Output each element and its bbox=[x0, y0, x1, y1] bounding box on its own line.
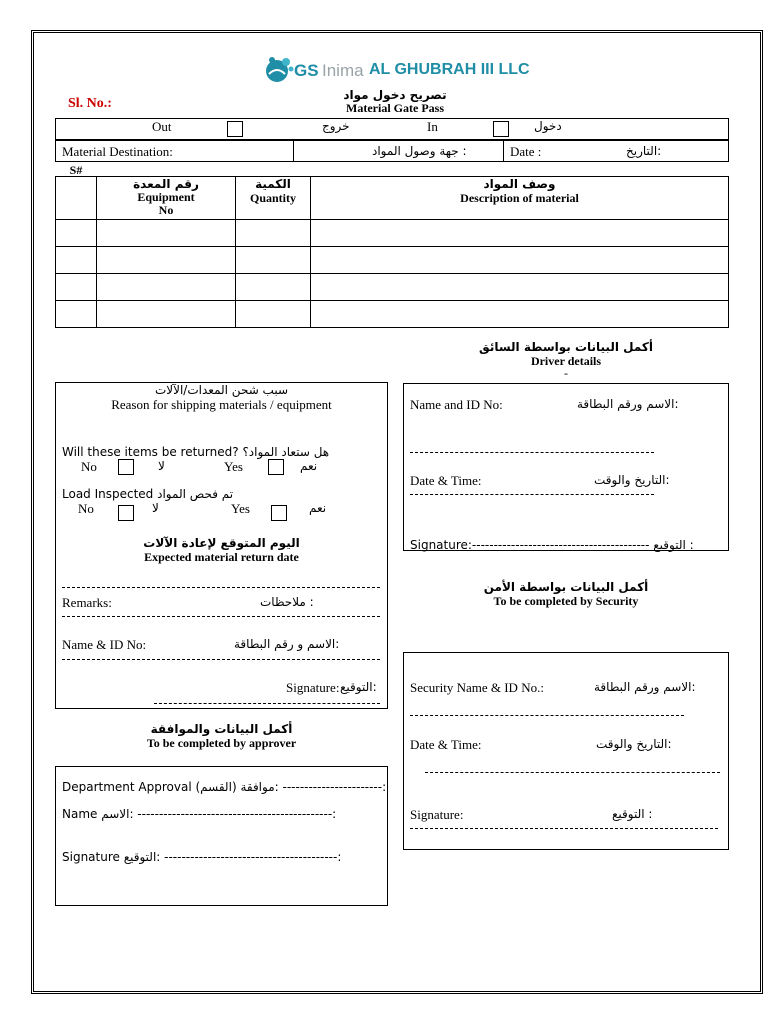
title-arabic: تصريح دخول مواد bbox=[343, 88, 447, 102]
security-name-label-arabic: الاسم ورقم البطاقة: bbox=[594, 680, 696, 694]
table-cell[interactable] bbox=[56, 301, 97, 328]
remarks-line bbox=[62, 616, 380, 617]
driver-name-label: Name and ID No: bbox=[410, 397, 503, 412]
table-header-row bbox=[56, 177, 729, 220]
table-cell[interactable] bbox=[97, 247, 236, 274]
signature-label-arabic: التوقيع: bbox=[340, 680, 377, 694]
security-date-label: Date & Time: bbox=[410, 737, 482, 752]
approver-section-title: أكمل البيانات والموافقة To be completed by approver bbox=[146, 722, 297, 750]
table-cell[interactable] bbox=[236, 274, 311, 301]
driver-name-label-arabic: الاسم ورقم البطاقة: bbox=[577, 397, 679, 411]
name-id-line bbox=[62, 659, 380, 660]
load-yes-checkbox[interactable] bbox=[271, 505, 287, 521]
date-label: Date : bbox=[510, 144, 542, 159]
returned-yes-label: Yes bbox=[224, 459, 243, 474]
destination-label: Material Destination: bbox=[62, 144, 173, 159]
returned-no-arabic: لا bbox=[158, 459, 165, 473]
table-cell[interactable] bbox=[311, 301, 729, 328]
name-id-label: Name & ID No: bbox=[62, 637, 147, 652]
title-english: Material Gate Pass bbox=[346, 101, 444, 115]
out-checkbox[interactable] bbox=[227, 121, 243, 137]
reason-title-arabic: سبب شحن المعدات/الآلات bbox=[154, 383, 289, 397]
table-cell[interactable] bbox=[97, 301, 236, 328]
driver-date-label: Date & Time: bbox=[410, 473, 482, 488]
table-cell[interactable] bbox=[56, 274, 97, 301]
remarks-label-arabic: ملاحظات : bbox=[260, 595, 314, 609]
load-no-arabic: لا bbox=[152, 501, 159, 515]
divider bbox=[503, 140, 504, 162]
table-cell[interactable] bbox=[97, 274, 236, 301]
signature-label: Signature: bbox=[286, 680, 340, 695]
return-date-title-arabic: اليوم المتوقع لإعادة الآلات bbox=[143, 536, 300, 550]
destination-label-arabic: جهة وصول المواد : bbox=[372, 144, 467, 158]
returned-yes-checkbox[interactable] bbox=[268, 459, 284, 475]
header-description: وصف المواد Description of material bbox=[311, 177, 729, 220]
driver-date-label-arabic: التاريخ والوقت: bbox=[594, 473, 670, 487]
security-section-title: أكمل البيانات بواسطة الأمن To be completed by Security bbox=[483, 580, 649, 608]
security-date-label-arabic: التاريخ والوقت: bbox=[596, 737, 672, 751]
load-no-checkbox[interactable] bbox=[118, 505, 134, 521]
divider bbox=[293, 140, 294, 162]
load-yes-arabic: نعم bbox=[309, 501, 327, 515]
header-sno: S# bbox=[56, 177, 97, 220]
return-date-line bbox=[62, 587, 380, 588]
logo-drops-icon bbox=[263, 54, 295, 86]
approver-name: Name الاسم: ---------------------------------------------: bbox=[62, 807, 337, 821]
security-signature-label: Signature: bbox=[410, 807, 464, 822]
name-id-label-arabic: الاسم و رقم البطاقة: bbox=[234, 637, 340, 651]
out-label: Out bbox=[152, 119, 172, 134]
load-no-label: No bbox=[78, 501, 94, 516]
security-name-line bbox=[410, 715, 684, 716]
table-row bbox=[56, 220, 729, 247]
table-row bbox=[56, 274, 729, 301]
in-label: In bbox=[427, 119, 438, 134]
security-signature-line bbox=[410, 828, 718, 829]
security-date-line bbox=[425, 772, 720, 773]
header-quantity: الكمية Quantity bbox=[236, 177, 311, 220]
signature-line bbox=[154, 703, 380, 704]
table-cell[interactable] bbox=[311, 247, 729, 274]
table-cell[interactable] bbox=[97, 220, 236, 247]
driver-signature: Signature:----------------------------------------- التوقيع : bbox=[410, 538, 694, 552]
logo-inima: Inima bbox=[322, 61, 364, 80]
table-row bbox=[56, 301, 729, 328]
remarks-label: Remarks: bbox=[62, 595, 112, 610]
out-label-arabic: خروج bbox=[322, 119, 350, 133]
header-equipment: رقم المعدة Equipment No bbox=[97, 177, 236, 220]
table-row bbox=[56, 247, 729, 274]
table-cell[interactable] bbox=[56, 247, 97, 274]
returned-question: Will these items be returned? هل ستعاد المواد؟ bbox=[62, 445, 330, 459]
load-inspected-question: Load Inspected تم فحص المواد bbox=[62, 487, 234, 501]
returned-no-checkbox[interactable] bbox=[118, 459, 134, 475]
materials-table bbox=[55, 163, 729, 328]
sl-no-label: Sl. No.: bbox=[68, 96, 112, 111]
security-name-label: Security Name & ID No.: bbox=[410, 680, 544, 695]
security-signature-label-arabic: التوقيع : bbox=[612, 807, 653, 821]
approver-signature: Signature التوقيع: ----------------------------------------: bbox=[62, 850, 342, 864]
table-cell[interactable] bbox=[56, 220, 97, 247]
driver-date-line bbox=[410, 494, 654, 495]
return-date-title-english: Expected material return date bbox=[144, 550, 299, 564]
table-cell[interactable] bbox=[236, 247, 311, 274]
table-cell[interactable] bbox=[236, 301, 311, 328]
logo-gs: GS bbox=[294, 61, 319, 80]
driver-section-title: أكمل البيانات بواسطة السائق Driver details - bbox=[479, 340, 653, 380]
load-yes-label: Yes bbox=[231, 501, 250, 516]
returned-no-label: No bbox=[81, 459, 97, 474]
in-checkbox[interactable] bbox=[493, 121, 509, 137]
date-label-arabic: التاريخ: bbox=[626, 144, 662, 158]
table-cell[interactable] bbox=[311, 220, 729, 247]
logo-company-name: AL GHUBRAH III LLC bbox=[369, 61, 530, 78]
table-cell[interactable] bbox=[236, 220, 311, 247]
driver-name-line bbox=[410, 452, 654, 453]
returned-yes-arabic: نعم bbox=[300, 459, 318, 473]
in-label-arabic: دخول bbox=[534, 119, 562, 133]
table-cell[interactable] bbox=[311, 274, 729, 301]
reason-title-english: Reason for shipping materials / equipment bbox=[111, 397, 332, 412]
department-approval: Department Approval (القسم) موافقة: -----------------------: bbox=[62, 780, 387, 794]
